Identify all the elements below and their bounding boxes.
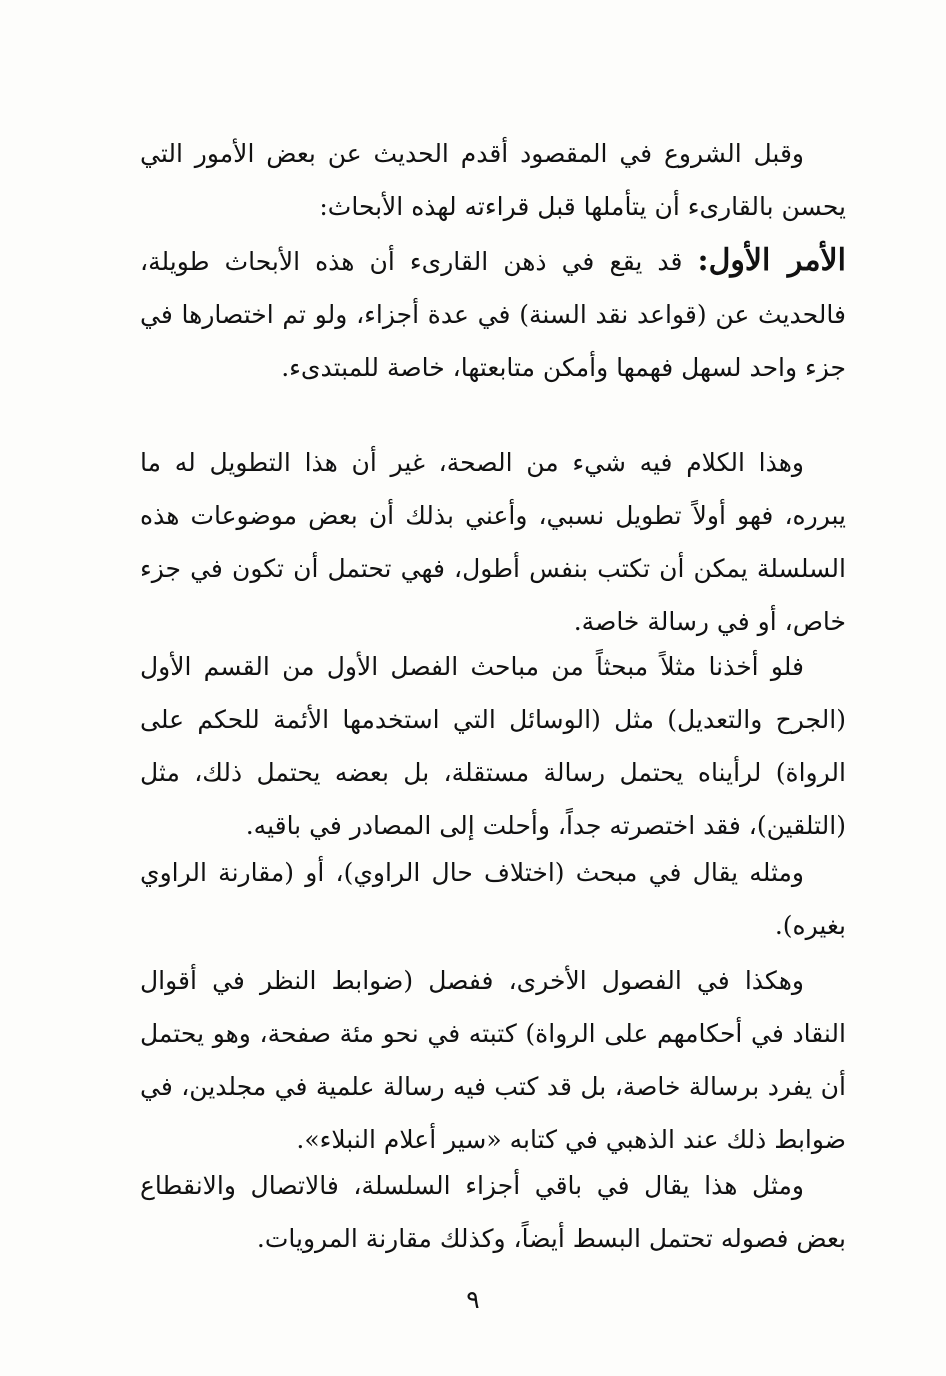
- paragraph-first-matter: [140, 234, 846, 394]
- page-number: ٩: [466, 1285, 480, 1314]
- paragraph-4: فلو أخذنا مثلاً مبحثاً من مباحث الفصل الأول من القسم الأول (الجرح والتعديل) مثل (الوسائل التي استخدمها الأئمة للحكم على الرواة) لرأيناه يحتمل رسالة مستقلة، بل بعضه يحتمل ذلك، مثل (التلقين)، فقد اختصرته جداً، وأحلت إلى المصادر في باقيه.: [140, 652, 846, 840]
- paragraph-7: ومثل هذا يقال في باقي أجزاء السلسلة، فالاتصال والانقطاع بعض فصوله تحتمل البسط أيضاً، وكذلك مقارنة المرويات.: [140, 1171, 846, 1253]
- paragraph-intro: وقبل الشروع في المقصود أقدم الحديث عن بعض الأمور التي يحسن بالقارىء أن يتأملها قبل قراءته لهذه الأبحاث:: [140, 139, 846, 221]
- paragraph-3: وهذا الكلام فيه شيء من الصحة، غير أن هذا التطويل له ما يبرره، فهو أولاً تطويل نسبي، وأعني بذلك أن بعض موضوعات هذه السلسلة يمكن أن تكتب بنفس أطول، فهي تحتمل أن تكون في جزء خاص، أو في رسالة خاصة.: [140, 448, 846, 636]
- paragraph-5: ومثله يقال في مبحث (اختلاف حال الراوي)، أو (مقارنة الراوي بغيره).: [140, 858, 846, 940]
- first-matter-heading: الأمر الأول:: [697, 243, 846, 278]
- paragraph-6: وهكذا في الفصول الأخرى، ففصل (ضوابط النظر في أقوال النقاد في أحكامهم على الرواة) كتبته في نحو مئة صفحة، وهو يحتمل أن يفرد برسالة خاصة، بل قد كتب فيه رسالة علمية في مجلدين، في ضوابط ذلك عند الذهبي في كتابه «سير أعلام النبلاء».: [140, 966, 846, 1154]
- first-matter-body: قد يقع في ذهن القارىء أن هذه الأبحاث طويلة، فالحديث عن (قواعد نقد السنة) في عدة أجزاء، ولو تم اختصارها في جزء واحد لسهل فهمها وأمكن متابعتها، خاصة للمبتدىء.: [140, 247, 846, 382]
